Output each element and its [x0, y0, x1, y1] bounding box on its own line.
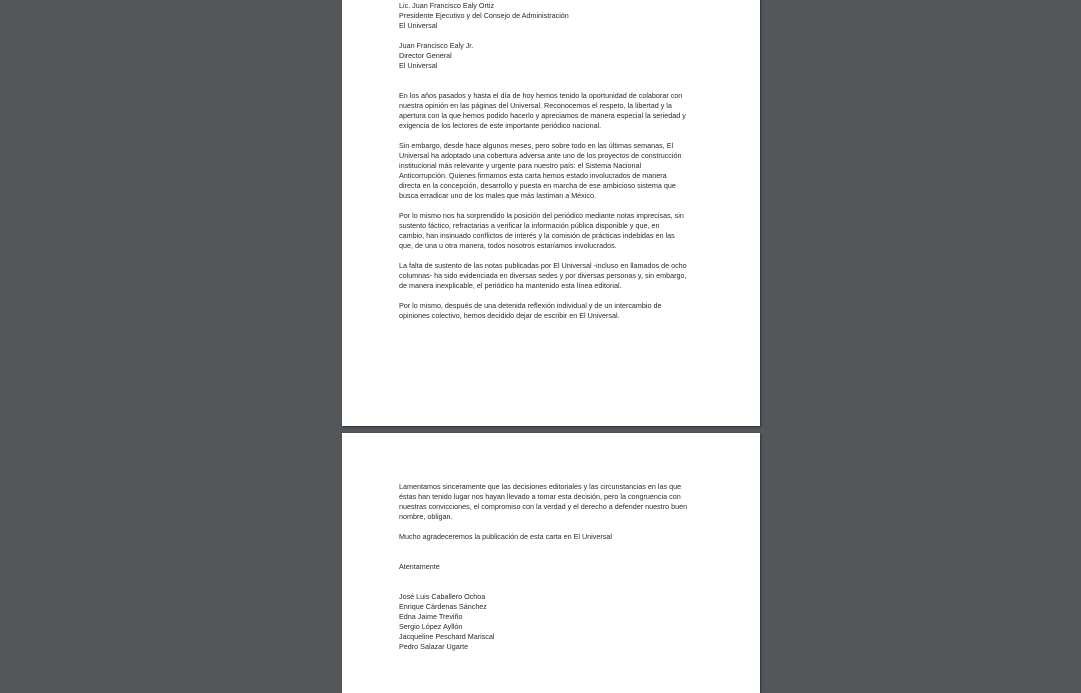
text-line: Universal ha adoptado una cobertura adversa ante uno de los proyectos de construcción [399, 151, 682, 160]
text-line: En los años pasados y hasta el día de hoy hemos tenido la oportunidad de colaborar con [399, 91, 683, 100]
text-line: Lamentamos sinceramente que las decisiones editoriales y las circunstancias en las que [399, 482, 682, 491]
addressee-1-line: El Universal [399, 21, 438, 30]
paragraph-5 [399, 301, 709, 321]
addressee-block-2 [399, 41, 709, 71]
text-line: busca erradicar uno de los males que más lastiman a México. [399, 191, 596, 200]
text-line: que, de una u otra manera, todos nosotros estaríamos involucrados. [399, 241, 617, 250]
text-line: nombre, obligan. [399, 512, 453, 521]
text-line: cambio, han insinuado conflictos de interés y la comisión de prácticas indebidas en las [399, 231, 675, 240]
signatory: Enrique Cárdenas Sánchez [399, 602, 487, 611]
text-line: nuestra opinión en las páginas del Universal. Reconocemos el respeto, la libertad y la [399, 101, 672, 110]
text-line: sustento fáctico, refractarias a verificar la información pública disponible y que, en [399, 221, 660, 230]
document-page-1 [342, 0, 760, 426]
closing-salutation: Atentamente [399, 562, 440, 571]
signatory: Pedro Salazar Ugarte [399, 642, 469, 651]
paragraph-2 [399, 141, 709, 201]
text-line: nuestras convicciones, el compromiso con la verdad y el derecho a defender nuestro buen [399, 502, 688, 511]
text-line: de manera inexplicable, el periódico ha mantenido esta línea editorial. [399, 281, 622, 290]
document-page-2 [342, 433, 760, 693]
text-line: institucional más relevante y urgente para nuestro país: el Sistema Nacional [399, 161, 642, 170]
text-line: exigencia de los lectores de este importante periódico nacional. [399, 121, 602, 130]
text-line: directa en la concepción, desarrollo y puesta en marcha de ese ambicioso sistema que [399, 181, 676, 190]
signatory: Sergio López Ayllón [399, 622, 463, 631]
page-2-content [399, 482, 709, 652]
text-line: Anticorrupción. Quienes firmamos esta carta hemos estado involucrados de manera [399, 171, 667, 180]
addressee-1-line: Presidente Ejecutivo y del Consejo de Administración [399, 11, 569, 20]
page-1-content [399, 1, 709, 331]
paragraph-1 [399, 91, 709, 131]
addressee-block-1 [399, 1, 709, 31]
text-line: columnas- ha sido evidenciada en diversas sedes y por diversas personas y, sin embargo, [399, 271, 687, 280]
addressee-2-line: El Universal [399, 61, 438, 70]
text-line: Mucho agradeceremos la publicación de esta carta en El Universal [399, 532, 612, 541]
text-line: éstas han tenido lugar nos hayan llevado a tomar esta decisión, pero la congruencia con [399, 492, 681, 501]
text-line: La falta de sustento de las notas publicadas por El Universal -incluso en llamados de ocho [399, 261, 687, 270]
addressee-1-line: Lic. Juan Francisco Ealy Ortiz [399, 1, 495, 10]
paragraph-3 [399, 211, 709, 251]
addressee-2-line: Juan Francisco Ealy Jr. [399, 41, 474, 50]
text-line: Por lo mismo, después de una detenida reflexión individual y de un intercambio de [399, 301, 662, 310]
addressee-2-line: Director General [399, 51, 452, 60]
signatory: Edna Jaime Treviño [399, 612, 463, 621]
signatories-list [399, 592, 709, 652]
paragraph-4 [399, 261, 709, 291]
text-line: opiniones colectivo, hemos decidido dejar de escribir en El Universal. [399, 311, 620, 320]
signatory: José Luis Caballero Ochoa [399, 592, 486, 601]
text-line: Sin embargo, desde hace algunos meses, pero sobre todo en las últimas semanas, El [399, 141, 674, 150]
paragraph-6 [399, 482, 709, 522]
text-line: Por lo mismo nos ha sorprendido la posición del periódico mediante notas imprecisas, sin [399, 211, 684, 220]
text-line: apertura con la que hemos podido hacerlo y apreciamos de manera especial la seriedad y [399, 111, 686, 120]
signatory: Jacqueline Peschard Mariscal [399, 632, 495, 641]
paragraph-7 [399, 532, 709, 542]
